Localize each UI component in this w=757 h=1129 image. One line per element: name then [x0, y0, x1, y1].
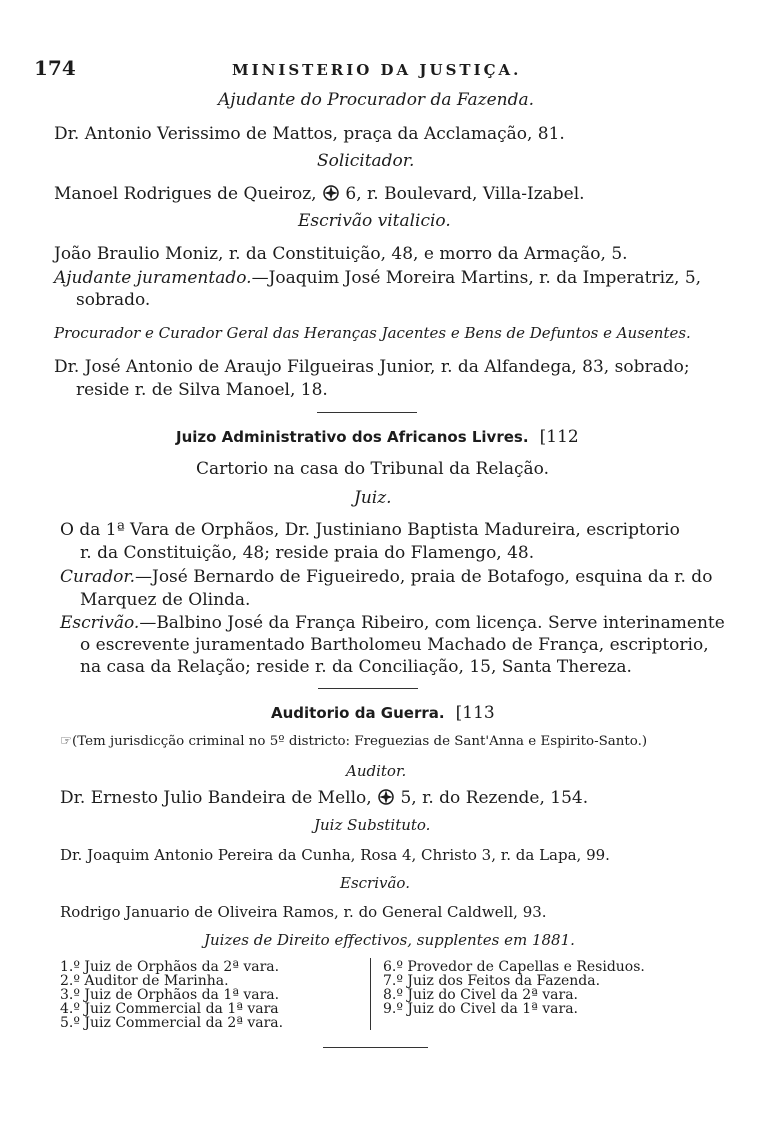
order-emblem-icon — [322, 184, 340, 202]
africanos-escrivao-text-cont-1: o escrevente juramentado Bartholomeu Machado de França, escriptorio, — [80, 635, 709, 655]
escrivao-vitalicio-heading: Escrivão vitalicio. — [298, 211, 451, 231]
guerra-heading-line — [271, 703, 495, 723]
list-item: 4.º Juiz Commercial da 1ª vara — [60, 1001, 279, 1017]
section-heading-procurador-fazenda: Ajudante do Procurador da Fazenda. — [218, 90, 535, 110]
africanos-juiz-heading: Juiz. — [354, 488, 392, 508]
list-item: 1.º Juiz de Orphãos da 2ª vara. — [60, 959, 280, 975]
list-item: 5.º Juiz Commercial da 2ª vara. — [60, 1015, 284, 1031]
list-item: 2.º Auditor de Marinha. — [60, 973, 229, 989]
ajudante-juramentado-entry — [54, 268, 701, 288]
guerra-heading-number: [113 — [455, 703, 495, 723]
list-item: 3.º Juiz de Orphãos da 1ª vara. — [60, 987, 280, 1003]
africanos-curador-text-cont: Marquez de Olinda. — [80, 590, 251, 610]
guerra-suplentes-heading: Juizes de Direito effectivos, supplentes em 1881. — [204, 931, 575, 949]
guerra-substituto-heading: Juiz Substituto. — [314, 816, 431, 834]
guerra-auditor-address: 5, r. do Rezende, 154. — [400, 788, 589, 808]
africanos-escrivao-text-cont-2: na casa da Relação; reside r. da Conciliação, 15, Santa Thereza. — [80, 657, 632, 677]
guerra-auditor-heading: Auditor. — [346, 762, 407, 780]
list-item: 7.º Juiz dos Feitos da Fazenda. — [383, 973, 601, 989]
africanos-juiz-entry: O da 1ª Vara de Orphãos, Dr. Justiniano Baptista Madureira, escriptorio — [60, 520, 680, 540]
page-number: 174 — [34, 56, 76, 80]
procurador-fazenda-entry: Dr. Antonio Verissimo de Mattos, praça da Acclamação, 81. — [54, 124, 565, 144]
section-divider — [317, 412, 417, 413]
africanos-heading-number: [112 — [539, 427, 579, 447]
guerra-heading: Auditorio da Guerra. — [271, 704, 445, 722]
africanos-heading-line — [176, 427, 579, 447]
guerra-note: (Tem jurisdicção criminal no 5º districto: Freguezias de Sant'Anna e Espirito-Santo.) — [72, 734, 648, 749]
solicitador-name: Manoel Rodrigues de Queiroz, — [54, 184, 317, 204]
guerra-note-line — [60, 734, 647, 749]
africanos-juiz-entry-cont: r. da Constituição, 48; reside praia do Flamengo, 48. — [80, 543, 535, 563]
suplentes-left-list — [60, 960, 283, 1030]
solicitador-heading: Solicitador. — [317, 151, 415, 171]
guerra-substituto-entry: Dr. Joaquim Antonio Pereira da Cunha, Rosa 4, Christo 3, r. da Lapa, 99. — [60, 846, 610, 864]
column-divider — [370, 958, 371, 1030]
list-item: 6.º Provedor de Capellas e Residuos. — [383, 959, 645, 975]
section-divider — [323, 1047, 428, 1048]
herancas-entry: Dr. José Antonio de Araujo Filgueiras Junior, r. da Alfandega, 83, sobrado; — [54, 357, 690, 377]
running-title: MINISTERIO DA JUSTIÇA. — [232, 61, 522, 79]
guerra-auditor-entry — [60, 788, 588, 808]
escrivao-vitalicio-entry: João Braulio Moniz, r. da Constituição, 48, e morro da Armação, 5. — [54, 244, 628, 264]
herancas-entry-cont: reside r. de Silva Manoel, 18. — [76, 380, 328, 400]
africanos-escrivao-entry — [60, 613, 725, 633]
africanos-cartorio: Cartorio na casa do Tribunal da Relação. — [196, 459, 549, 479]
africanos-heading: Juizo Administrativo dos Africanos Livres. — [176, 428, 529, 446]
ajudante-juramentado-label: Ajudante juramentado. — [54, 268, 252, 288]
africanos-curador-label: Curador. — [60, 567, 135, 587]
africanos-escrivao-label: Escrivão. — [60, 613, 140, 633]
order-emblem-icon — [377, 788, 395, 806]
solicitador-address: 6, r. Boulevard, Villa-Izabel. — [345, 184, 585, 204]
africanos-curador-text: —José Bernardo de Figueiredo, praia de Botafogo, esquina da r. do — [135, 567, 713, 587]
list-item: 8.º Juiz do Civel da 2ª vara. — [383, 987, 578, 1003]
guerra-escrivao-entry: Rodrigo Januario de Oliveira Ramos, r. do General Caldwell, 93. — [60, 903, 547, 921]
ajudante-juramentado-text-cont: sobrado. — [76, 290, 151, 310]
list-item: 9.º Juiz do Civel da 1ª vara. — [383, 1001, 578, 1017]
africanos-curador-entry — [60, 567, 712, 587]
solicitador-entry — [54, 184, 585, 204]
suplentes-right-list — [383, 960, 645, 1016]
guerra-escrivao-heading: Escrivão. — [340, 874, 410, 892]
ajudante-juramentado-text: —Joaquim José Moreira Martins, r. da Imperatriz, 5, — [251, 268, 702, 288]
section-divider — [318, 688, 418, 689]
africanos-escrivao-text: —Balbino José da França Ribeiro, com licença. Serve interinamente — [139, 613, 725, 633]
pointing-hand-icon: ☞ — [60, 734, 73, 749]
guerra-auditor-name: Dr. Ernesto Julio Bandeira de Mello, — [60, 788, 372, 808]
herancas-heading: Procurador e Curador Geral das Heranças Jacentes e Bens de Defuntos e Ausentes. — [54, 324, 691, 342]
